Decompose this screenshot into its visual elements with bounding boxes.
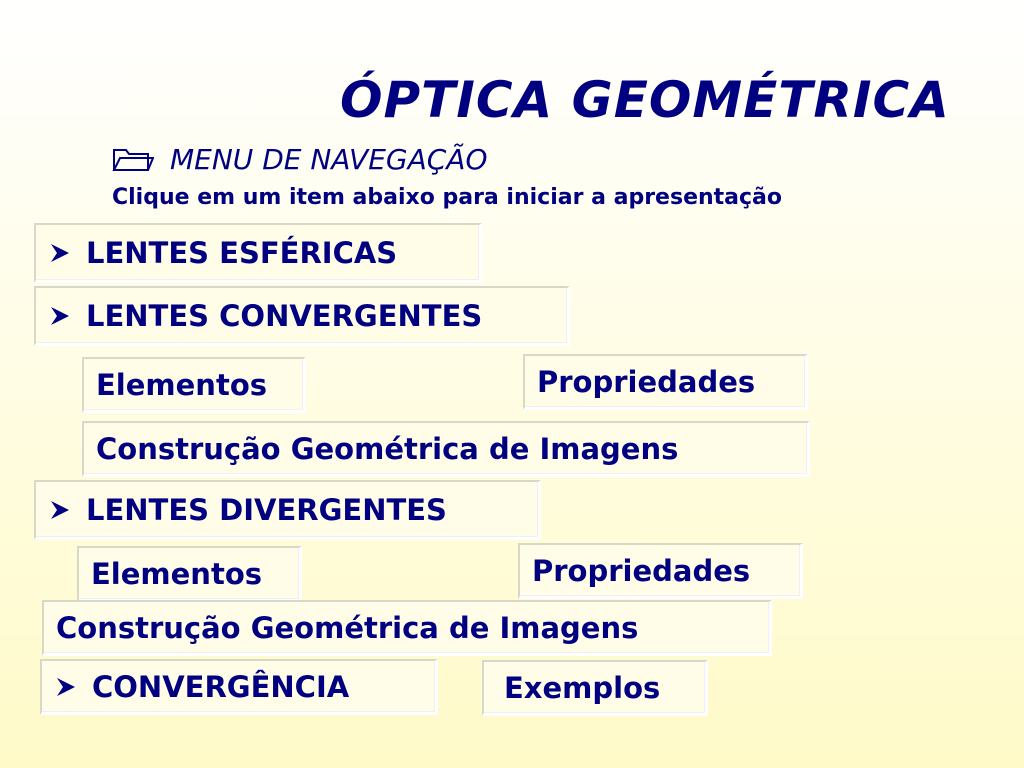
arrow-right-icon [50, 306, 70, 326]
arrow-right-icon [50, 500, 70, 520]
convergencia-button[interactable] [40, 659, 438, 715]
arrow-right-icon [56, 677, 76, 697]
convergentes-construcao-label: Construção Geométrica de Imagens [96, 431, 679, 466]
divergentes-propriedades-button[interactable] [518, 543, 803, 599]
menu-heading-label: MENU DE NAVEGAÇÃO [170, 143, 488, 176]
convergentes-construcao-button[interactable] [82, 421, 810, 477]
page-title: ÓPTICA GEOMÉTRICA [340, 71, 950, 129]
subtitle: Clique em um item abaixo para iniciar a apresentação [112, 185, 783, 210]
divergentes-construcao-button[interactable] [42, 600, 772, 656]
divergentes-construcao-label: Construção Geométrica de Imagens [56, 610, 639, 645]
lentes-esfericas-label: LENTES ESFÉRICAS [86, 235, 398, 270]
divergentes-elementos-button[interactable] [77, 546, 302, 602]
lentes-convergentes-label: LENTES CONVERGENTES [86, 298, 483, 333]
convergentes-elementos-button[interactable] [82, 357, 306, 413]
convergentes-propriedades-label: Propriedades [537, 364, 756, 399]
arrow-right-icon [50, 243, 70, 263]
lentes-convergentes-button[interactable] [34, 286, 570, 346]
lentes-divergentes-label: LENTES DIVERGENTES [86, 492, 447, 527]
lentes-esfericas-button[interactable] [34, 223, 482, 283]
divergentes-propriedades-label: Propriedades [532, 553, 751, 588]
convergencia-label: CONVERGÊNCIA [92, 669, 350, 704]
convergentes-propriedades-button[interactable] [523, 354, 808, 410]
lentes-divergentes-button[interactable] [34, 480, 541, 540]
exemplos-label: Exemplos [504, 670, 661, 705]
menu-heading [112, 140, 488, 180]
folder-icon [112, 146, 154, 172]
convergentes-elementos-label: Elementos [96, 367, 267, 402]
exemplos-button[interactable] [482, 660, 708, 716]
divergentes-elementos-label: Elementos [91, 556, 262, 591]
